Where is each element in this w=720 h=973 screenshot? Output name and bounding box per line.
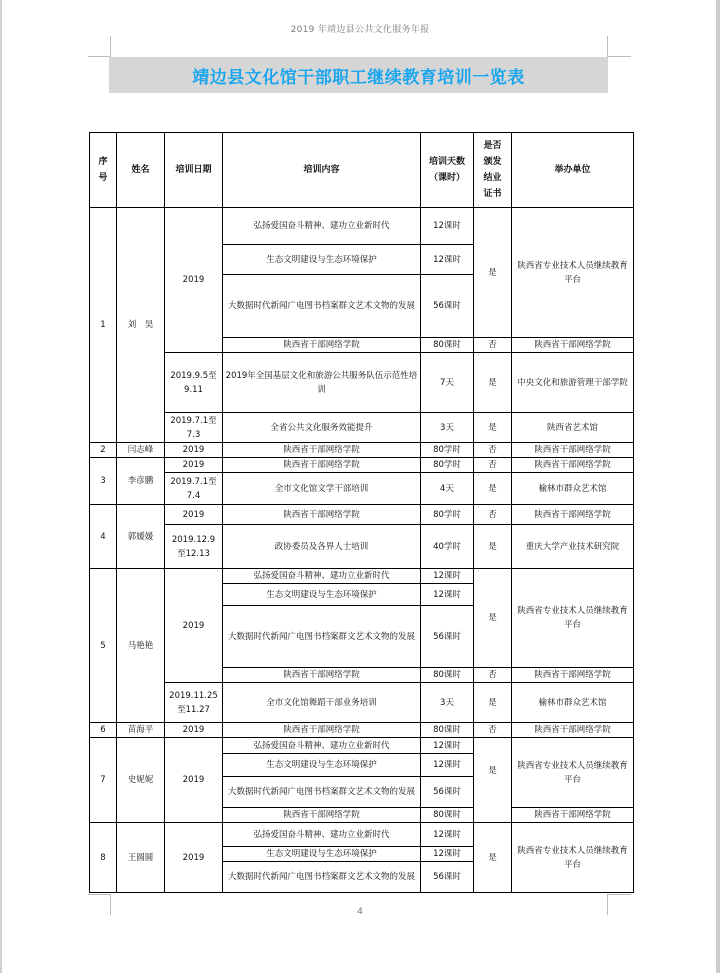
org-cell: 陕西省干部网络学院 [512, 668, 634, 683]
table-row [90, 473, 634, 505]
org-cell: 陕西省艺术馆 [512, 413, 634, 443]
crop-mark-bottom-right-h [607, 894, 631, 895]
seq-cell: 6 [90, 723, 117, 738]
cert-cell: 否 [474, 505, 512, 525]
org-cell: 重庆大学产业技术研究院 [512, 525, 634, 569]
cert-cell: 否 [474, 458, 512, 473]
name-cell: 马艳艳 [117, 569, 165, 723]
hours-cell: 80课时 [421, 808, 474, 823]
crop-mark-bottom-left-h [88, 894, 110, 895]
name-cell: 王圆圆 [117, 823, 165, 893]
header-org: 举办单位 [512, 133, 634, 208]
hours-cell: 7天 [421, 353, 474, 413]
org-cell: 陕西省专业技术人员继续教育平台 [512, 823, 634, 893]
org-cell: 陕西省干部网络学院 [512, 338, 634, 353]
date-cell: 2019 [165, 208, 223, 353]
table-row [90, 723, 634, 738]
header-name: 姓名 [117, 133, 165, 208]
hours-cell: 12课时 [421, 754, 474, 777]
content-cell: 陕西省干部网络学院 [223, 505, 421, 525]
org-cell: 榆林市群众艺术馆 [512, 473, 634, 505]
seq-cell: 3 [90, 458, 117, 505]
content-cell: 生态文明建设与生态环境保护 [223, 584, 421, 606]
hours-cell: 3天 [421, 413, 474, 443]
page-number: 4 [357, 907, 363, 917]
content-cell: 全市文化馆舞蹈干部业务培训 [223, 683, 421, 723]
content-cell: 2019年全国基层文化和旅游公共服务队伍示范性培训 [223, 353, 421, 413]
training-table [89, 132, 634, 893]
cert-cell: 是 [474, 823, 512, 893]
date-cell: 2019 [165, 738, 223, 823]
seq-cell: 8 [90, 823, 117, 893]
crop-mark-top-right-h [607, 56, 631, 57]
content-cell: 全市文化馆文学干部培训 [223, 473, 421, 505]
table-row [90, 413, 634, 443]
seq-cell: 5 [90, 569, 117, 723]
date-cell: 2019 [165, 505, 223, 525]
cert-cell: 是 [474, 413, 512, 443]
content-cell: 弘扬爱国奋斗精神、建功立业新时代 [223, 208, 421, 245]
hours-cell: 3天 [421, 683, 474, 723]
cert-cell: 是 [474, 525, 512, 569]
cert-cell: 否 [474, 443, 512, 458]
seq-cell: 2 [90, 443, 117, 458]
header-seq: 序号 [90, 133, 117, 208]
org-cell: 中央文化和旅游管理干部学院 [512, 353, 634, 413]
table-row [90, 353, 634, 413]
hours-cell: 12课时 [421, 245, 474, 275]
date-cell: 2019.9.5至9.11 [165, 353, 223, 413]
table-row [90, 525, 634, 569]
date-cell: 2019.7.1至7.4 [165, 473, 223, 505]
org-cell: 陕西省干部网络学院 [512, 505, 634, 525]
cert-cell: 否 [474, 723, 512, 738]
date-cell: 2019 [165, 443, 223, 458]
name-cell: 刘 昊 [117, 208, 165, 443]
content-cell: 陕西省干部网络学院 [223, 338, 421, 353]
content-cell: 政协委员及各界人士培训 [223, 525, 421, 569]
org-cell: 陕西省专业技术人员继续教育平台 [512, 208, 634, 338]
hours-cell: 12课时 [421, 208, 474, 245]
title-banner [109, 57, 608, 93]
content-cell: 全省公共文化服务效能提升 [223, 413, 421, 443]
content-cell: 大数据时代新闻广电图书档案群文艺术文物的发展 [223, 777, 421, 808]
hours-cell: 56课时 [421, 275, 474, 338]
content-cell: 大数据时代新闻广电图书档案群文艺术文物的发展 [223, 862, 421, 893]
table-row [90, 505, 634, 525]
date-cell: 2019 [165, 458, 223, 473]
hours-cell: 80学时 [421, 505, 474, 525]
content-cell: 弘扬爱国奋斗精神、建功立业新时代 [223, 738, 421, 754]
hours-cell: 56课时 [421, 862, 474, 893]
hours-cell: 40学时 [421, 525, 474, 569]
seq-cell: 4 [90, 505, 117, 569]
hours-cell: 56课时 [421, 606, 474, 668]
header-cert: 是否颁发结业证书 [474, 133, 512, 208]
date-cell: 2019.7.1至7.3 [165, 413, 223, 443]
content-cell: 陕西省干部网络学院 [223, 668, 421, 683]
content-cell: 弘扬爱国奋斗精神、建功立业新时代 [223, 823, 421, 847]
hours-cell: 12课时 [421, 738, 474, 754]
content-cell: 大数据时代新闻广电图书档案群文艺术文物的发展 [223, 275, 421, 338]
date-cell: 2019 [165, 723, 223, 738]
cert-cell: 是 [474, 353, 512, 413]
table-row [90, 458, 634, 473]
content-cell: 生态文明建设与生态环境保护 [223, 754, 421, 777]
content-cell: 陕西省干部网络学院 [223, 443, 421, 458]
hours-cell: 12课时 [421, 584, 474, 606]
name-cell: 闫志峰 [117, 443, 165, 458]
hours-cell: 80课时 [421, 723, 474, 738]
name-cell: 史妮妮 [117, 738, 165, 823]
crop-mark-top-left-v [110, 36, 111, 57]
org-cell: 陕西省专业技术人员继续教育平台 [512, 569, 634, 668]
content-cell: 生态文明建设与生态环境保护 [223, 245, 421, 275]
date-cell: 2019 [165, 823, 223, 893]
date-cell: 2019.12.9 至12.13 [165, 525, 223, 569]
cert-cell: 是 [474, 208, 512, 338]
header-hours: 培训天数（课时） [421, 133, 474, 208]
content-cell: 陕西省干部网络学院 [223, 808, 421, 823]
hours-cell: 56课时 [421, 777, 474, 808]
org-cell: 榆林市群众艺术馆 [512, 683, 634, 723]
cert-cell: 是 [474, 569, 512, 668]
content-cell: 弘扬爱国奋斗精神、建功立业新时代 [223, 569, 421, 584]
org-cell: 陕西省专业技术人员继续教育平台 [512, 738, 634, 808]
name-cell: 李彦鹏 [117, 458, 165, 505]
org-cell: 陕西省干部网络学院 [512, 443, 634, 458]
name-cell: 苗海平 [117, 723, 165, 738]
hours-cell: 12课时 [421, 823, 474, 847]
page-edge-left [0, 0, 2, 973]
cert-cell: 否 [474, 338, 512, 353]
page-title: 靖边县文化馆干部职工继续教育培训一览表 [192, 67, 525, 88]
org-cell: 陕西省干部网络学院 [512, 808, 634, 823]
cert-value: 是 [488, 766, 497, 776]
hours-cell: 80课时 [421, 668, 474, 683]
hours-cell: 80学时 [421, 458, 474, 473]
content-cell: 大数据时代新闻广电图书档案群文艺术文物的发展 [223, 606, 421, 668]
date-cell: 2019.11.25 至11.27 [165, 683, 223, 723]
table-row [90, 683, 634, 723]
seq-cell: 7 [90, 738, 117, 823]
content-cell: 陕西省干部网络学院 [223, 723, 421, 738]
hours-cell: 80课时 [421, 338, 474, 353]
table-row [90, 208, 634, 245]
cert-cell [474, 738, 512, 823]
org-cell: 陕西省干部网络学院 [512, 458, 634, 473]
content-cell: 陕西省干部网络学院 [223, 458, 421, 473]
running-header: 2019 年靖边县公共文化服务年报 [290, 25, 430, 35]
crop-mark-top-right-v [607, 36, 608, 57]
cert-cell: 是 [474, 683, 512, 723]
hours-cell: 12课时 [421, 569, 474, 584]
hours-cell: 80学时 [421, 443, 474, 458]
window-scrollbar-edge [716, 0, 720, 973]
table-row [90, 823, 634, 847]
table-header-row [90, 133, 634, 208]
header-content: 培训内容 [223, 133, 421, 208]
table-row [90, 738, 634, 754]
cert-cell: 是 [474, 473, 512, 505]
name-cell: 郭媛媛 [117, 505, 165, 569]
crop-mark-top-left-h [88, 56, 110, 57]
org-cell: 陕西省干部网络学院 [512, 723, 634, 738]
cert-cell: 否 [474, 668, 512, 683]
date-cell: 2019 [165, 569, 223, 683]
table-row [90, 443, 634, 458]
content-cell: 生态文明建设与生态环境保护 [223, 847, 421, 862]
header-date: 培训日期 [165, 133, 223, 208]
hours-cell: 4天 [421, 473, 474, 505]
hours-cell: 12课时 [421, 847, 474, 862]
seq-cell: 1 [90, 208, 117, 443]
table-row [90, 569, 634, 584]
